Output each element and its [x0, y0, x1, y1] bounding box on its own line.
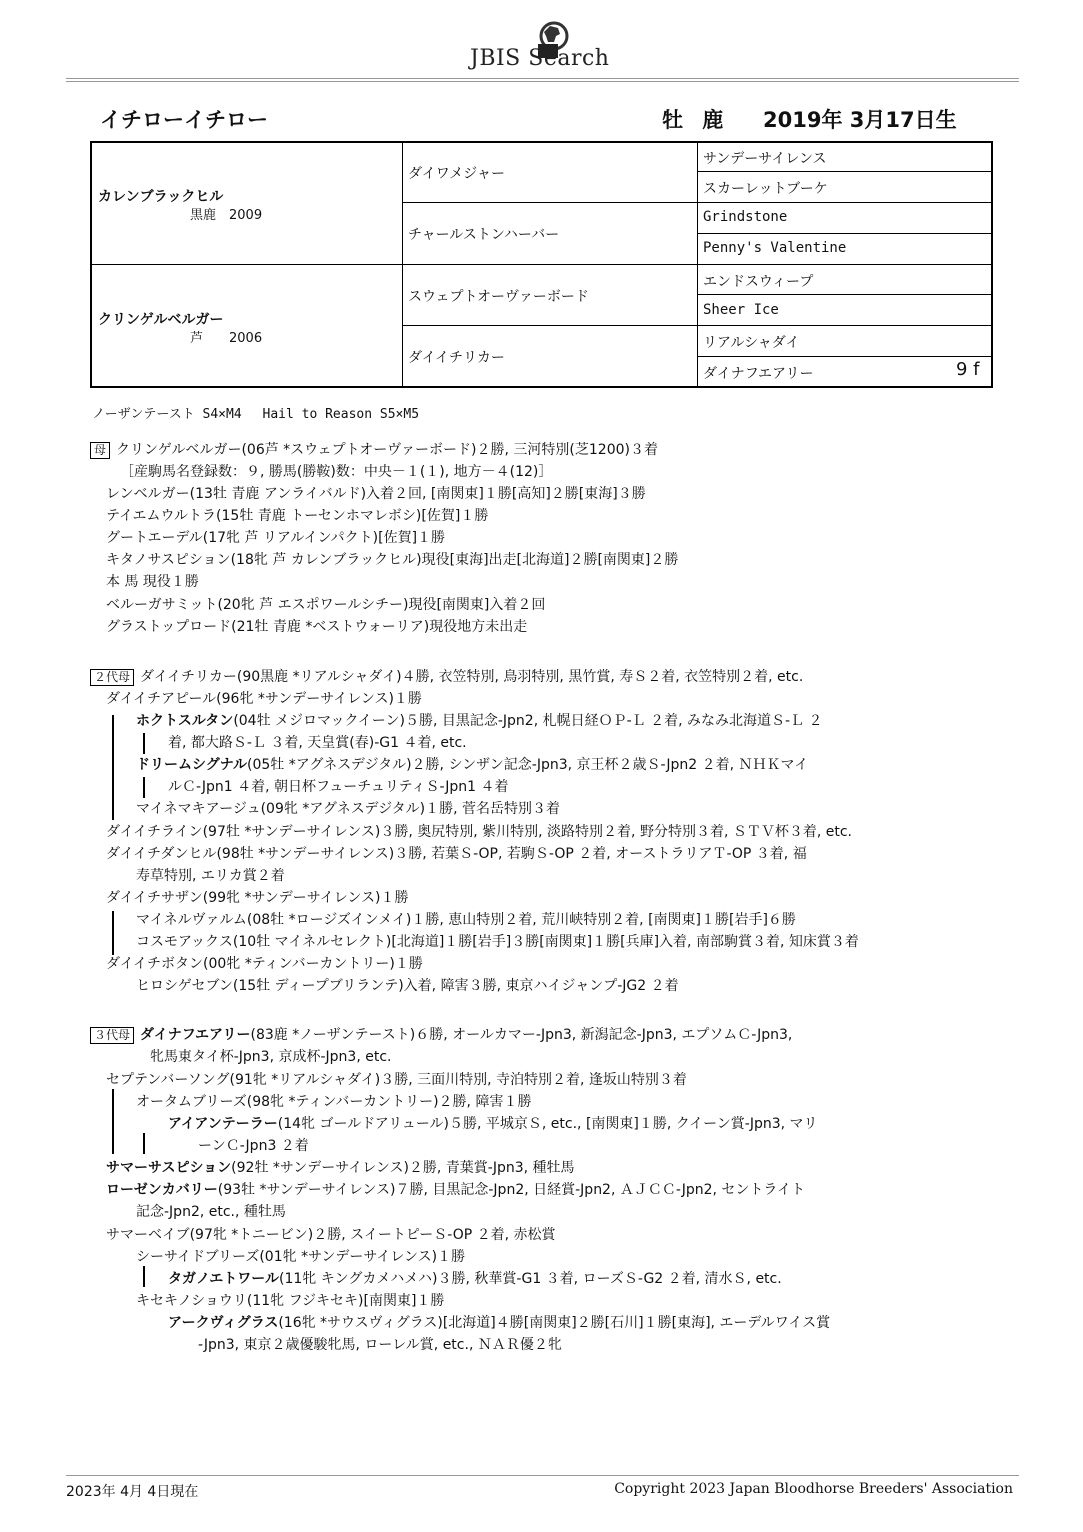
line-text: キタノサスピション(18牝 芦 カレンブラックヒル)現役[東海]出走[北海道]２勝[南関東]２勝: [106, 552, 679, 568]
tree-bar: [143, 733, 145, 754]
line-text: ルＣ-Jpn1 ４着, 朝日杯フューチュリティＳ-Jpn1 ４着: [168, 779, 509, 795]
dam-name[interactable]: クリンゲルベルガー: [98, 312, 224, 328]
footer-copyright: Copyright 2023 Japan Bloodhorse Breeders' Association: [614, 1481, 1013, 1497]
family-line: [136, 911, 796, 929]
line-text: ダイイチライン(97牡 *サンデーサイレンス)３勝, 奥尻特別, 紫川特別, 淡路特別２着, 野分特別３着, ＳＴＶ杯３着, etc.: [106, 824, 852, 840]
line-text: ヒロシゲセブン(15牡 ディープブリランテ)入着, 障害３勝, 東京ハイジャンプ-JG2 ２着: [136, 978, 679, 994]
line-text: ［産駒馬名登録数：９, 勝馬(勝鞍)数：中央－１(１), 地方－４(12)］: [120, 464, 553, 480]
line-text: グラストップロード(21牡 青鹿 *ベストウォーリア)現役地方未出走: [106, 619, 528, 635]
line-text: (14牝 ゴールドアリュール)５勝, 平城京Ｓ, etc., [南関東]１勝, クイーン賞-Jpn3, マリ: [277, 1116, 818, 1132]
family-line: [136, 800, 560, 818]
family-line: [136, 867, 285, 885]
family-line: [136, 756, 808, 774]
family-line: [136, 1292, 444, 1310]
line-text: サマーベイブ(97牝 *トニービン)２勝, スイートピーＳ-OP ２着, 赤松賞: [106, 1227, 556, 1243]
family-line: [106, 889, 408, 907]
logo-text: JBIS Search: [470, 46, 610, 71]
tree-bar: [143, 1266, 145, 1287]
line-text: ダイイチアピール(96牝 *サンデーサイレンス)１勝: [106, 691, 422, 707]
line-text: (16牝 *サウスヴィグラス)[北海道]４勝[南関東]２勝[石川]１勝[東海], エーデルワイス賞: [278, 1315, 831, 1331]
footer-date: 2023年 4月 4日現在: [66, 1484, 199, 1500]
line-text: グートエーデル(17牝 芦 リアルインパクト)[佐賀]１勝: [106, 530, 446, 546]
family-line: [106, 618, 527, 636]
dam-detail: 芦 2006: [190, 331, 263, 346]
family-line: [168, 1115, 818, 1133]
gen3-1[interactable]: サンデーサイレンス: [703, 151, 827, 167]
family-line: [106, 1159, 575, 1177]
family-line: [106, 596, 545, 614]
family-line: [168, 778, 509, 796]
generation-label: 母: [90, 442, 110, 459]
line-text: コスモアックス(10牡 マイネルセレクト)[北海道]１勝[岩手]３勝[南関東]１勝[兵庫]入着, 南部駒賞３着, 知床賞３着: [136, 934, 859, 950]
line-text: (93牡 *サンデーサイレンス)７勝, 目黒記念-Jpn2, 日経賞-Jpn2, ＡＪＣＣ-Jpn2, セントライト: [217, 1182, 805, 1198]
family-line: [90, 441, 658, 459]
family-line: [168, 734, 467, 752]
gen3-6[interactable]: Sheer Ice: [703, 302, 779, 318]
family-line: [106, 1226, 556, 1244]
family-line: [198, 1137, 309, 1155]
line-text: マイネマキアージュ(09牝 *アグネスデジタル)１勝, 菅名岳特別３着: [136, 801, 561, 817]
family-line: [198, 1336, 562, 1354]
gen3-8[interactable]: ダイナフエアリー: [703, 366, 814, 382]
line-text: クリンゲルベルガー(06芦 *スウェプトオーヴァーボード)２勝, 三河特別(芝1200)３着: [116, 442, 658, 458]
sire-detail: 黒鹿 2009: [190, 208, 263, 223]
line-text: オータムブリーズ(98牝 *ティンバーカントリー)２勝, 障害１勝: [136, 1094, 532, 1110]
jbis-search-logo[interactable]: [470, 18, 640, 74]
line-text: 本 馬 現役１勝: [106, 574, 199, 590]
tree-bar: [143, 1133, 145, 1154]
line-text: (05牡 *アグネスデジタル)２勝, シンザン記念-Jpn3, 京王杯２歳Ｓ-Jpn2 ２着, ＮＨＫマイ: [247, 757, 809, 773]
family-line: [106, 551, 678, 569]
line-text: 記念-Jpn2, etc., 種牡馬: [136, 1204, 286, 1220]
family-number: 9 f: [956, 359, 980, 380]
family-line: [136, 1248, 465, 1266]
family-line: [106, 507, 488, 525]
gen3-4[interactable]: Penny's Valentine: [703, 240, 847, 256]
line-text: ダイイチダンヒル(98牡 *サンデーサイレンス)３勝, 若葉Ｓ-OP, 若駒Ｓ-OP ２着, オーストラリアＴ-OP ３着, 福: [106, 846, 807, 862]
family-line: [136, 933, 859, 951]
line-text: セプテンバーソング(91牝 *リアルシャダイ)３勝, 三面川特別, 寺泊特別２着, 逢坂山特別３着: [106, 1072, 687, 1088]
family-line: [106, 1181, 805, 1199]
family-line: [106, 573, 199, 591]
notable-horse-name[interactable]: タガノエトワール: [168, 1271, 280, 1287]
notable-horse-name[interactable]: ダイナフエアリー: [140, 1027, 251, 1043]
line-text: ーンＣ-Jpn3 ２着: [198, 1138, 309, 1154]
line-text: (11牝 キングカメハメハ)３勝, 秋華賞-G1 ３着, ローズＳ-G2 ２着, 清水Ｓ, etc.: [279, 1271, 782, 1287]
family-line: [136, 712, 823, 730]
family-line: [106, 485, 646, 503]
family-line: [106, 845, 807, 863]
line-text: マイネルヴァルム(08牡 *ロージズインメイ)１勝, 恵山特別２着, 荒川峡特別２着, [南関東]１勝[岩手]６勝: [136, 912, 796, 928]
family-line: [136, 977, 679, 995]
family-line: [106, 690, 422, 708]
family-line: [120, 463, 552, 481]
family-line: [168, 1270, 782, 1288]
gen3-2[interactable]: スカーレットブーケ: [703, 181, 828, 197]
line-text: テイエムウルトラ(15牡 青鹿 トーセンホマレボシ)[佐賀]１勝: [106, 508, 489, 524]
sex-color: 牡 鹿: [662, 108, 730, 132]
family-line: [90, 1026, 792, 1044]
notable-horse-name[interactable]: アークヴィグラス: [168, 1315, 279, 1331]
line-text: 牝馬東タイ杯-Jpn3, 京成杯-Jpn3, etc.: [150, 1049, 392, 1065]
birth-date: 2019年 3月17日生: [763, 108, 957, 132]
notable-horse-name[interactable]: ドリームシグナル: [136, 757, 248, 773]
line-text: 着, 都大路Ｓ-Ｌ ３着, 天皇賞(春)-G1 ４着, etc.: [168, 735, 467, 751]
family-line: [90, 668, 803, 686]
family-line: [106, 823, 852, 841]
gen3-3[interactable]: Grindstone: [703, 209, 788, 225]
family-line: [106, 529, 445, 547]
line-text: キセキノショウリ(11牝 フジキセキ)[南関東]１勝: [136, 1293, 445, 1309]
family-line: [150, 1048, 391, 1066]
line-text: -Jpn3, 東京２歳優駿牝馬, ローレル賞, etc., ＮＡＲ優２牝: [198, 1337, 562, 1353]
line-text: ダイイチボタン(00牝 *ティンバーカントリー)１勝: [106, 956, 423, 972]
inbreeding-note: ノーザンテースト S4×M4 Hail to Reason S5×M5: [92, 407, 420, 422]
line-text: ダイイチサザン(99牝 *サンデーサイレンス)１勝: [106, 890, 409, 906]
header-rule-2: [66, 81, 1019, 82]
line-text: ベルーガサミット(20牝 芦 エスポワールシチー)現役[南関東]入着２回: [106, 597, 546, 613]
line-text: (04牡 メジロマックイーン)５勝, 目黒記念-Jpn2, 札幌日経ＯＰ-Ｌ ２着, みなみ北海道Ｓ-Ｌ ２: [233, 713, 823, 729]
tree-bar: [112, 911, 114, 955]
line-text: (83鹿 *ノーザンテースト)６勝, オールカマー-Jpn3, 新潟記念-Jpn3, エプソムＣ-Jpn3,: [250, 1027, 793, 1043]
line-text: 寿草特別, エリカ賞２着: [136, 868, 285, 884]
family-line: [136, 1203, 286, 1221]
gen2-sire-dam[interactable]: チャールストンハーバー: [408, 227, 560, 243]
family-line: [136, 1093, 531, 1111]
generation-label: ３代母: [90, 1027, 134, 1044]
pedigree-table: [90, 141, 993, 388]
footer-rule: [66, 1475, 1019, 1476]
tree-bar: [112, 1089, 114, 1154]
tree-bar: [112, 715, 114, 820]
header-rule: [66, 78, 1019, 79]
gen2-sire-sire[interactable]: ダイワメジャー: [408, 166, 506, 182]
notable-horse-name[interactable]: ローゼンカバリー: [106, 1182, 218, 1198]
notable-horse-name[interactable]: ホクトスルタン: [136, 713, 234, 729]
horse-name: イチローイチロー: [100, 108, 268, 132]
generation-label: ２代母: [90, 669, 134, 686]
gen2-dam-dam[interactable]: ダイイチリカー: [408, 350, 505, 366]
line-text: ダイイチリカー(90黒鹿 *リアルシャダイ)４勝, 衣笠特別, 鳥羽特別, 黒竹賞, 寿Ｓ２着, 衣笠特別２着, etc.: [140, 669, 804, 685]
line-text: レンベルガー(13牡 青鹿 アンライバルド)入着２回, [南関東]１勝[高知]２勝[東海]３勝: [106, 486, 646, 502]
family-line: [106, 1071, 687, 1089]
tree-bar: [143, 777, 145, 798]
family-line: [168, 1314, 830, 1332]
family-line: [106, 955, 423, 973]
gen3-5[interactable]: エンドスウィープ: [703, 274, 814, 290]
gen2-dam-sire[interactable]: スウェプトオーヴァーボード: [408, 289, 589, 305]
gen3-7[interactable]: リアルシャダイ: [703, 335, 800, 351]
line-text: (92牡 *サンデーサイレンス)２勝, 青葉賞-Jpn3, 種牡馬: [231, 1160, 575, 1176]
notable-horse-name[interactable]: サマーサスピション: [106, 1160, 232, 1176]
sire-name[interactable]: カレンブラックヒル: [98, 189, 224, 205]
notable-horse-name[interactable]: アイアンテーラー: [168, 1116, 278, 1132]
line-text: シーサイドブリーズ(01牝 *サンデーサイレンス)１勝: [136, 1249, 466, 1265]
